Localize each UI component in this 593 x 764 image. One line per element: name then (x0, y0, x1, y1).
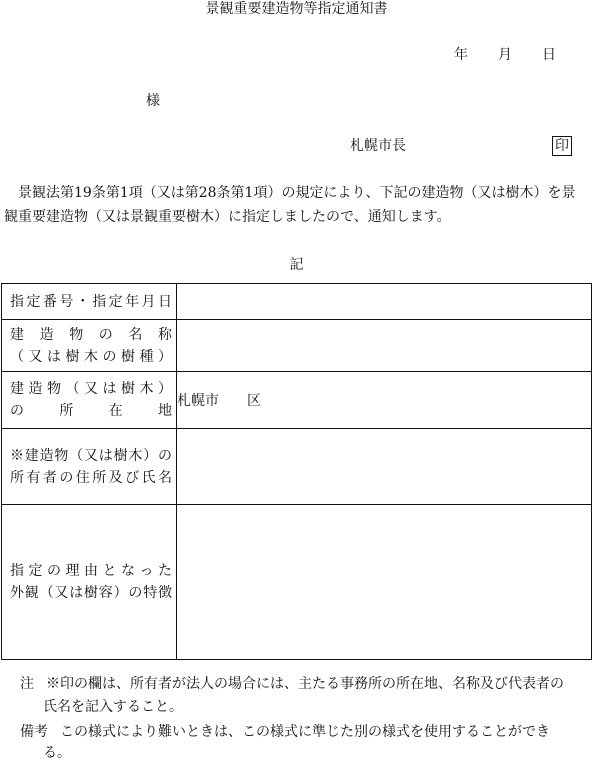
document-title: 景観重要建造物等指定通知書 (205, 1, 388, 17)
row-label-line: 建造物の名称 (10, 326, 172, 343)
row-label-line: 所有者の住所及び氏名 (10, 469, 172, 486)
addressee-suffix: 様 (146, 93, 160, 109)
row-label-line: ※建造物（又は樹木）の (10, 447, 172, 464)
row-label (2, 320, 177, 372)
table-row-location (2, 372, 592, 429)
row-label-line: 指定番号・指定年月日 (10, 293, 172, 310)
issuer-name: 札幌市長 (350, 138, 406, 154)
location-value: 札幌市 区 (177, 372, 592, 429)
row-label-line: の所在地 (10, 403, 172, 419)
notification-body: 景観法第19条第1項（又は第28条第1項）の規定により、下記の建造物（又は樹木）を景観重要建造物（又は景観重要樹木）に指定しましたので、通知します。 (4, 185, 576, 225)
row-label-line: 外観（又は樹容）の特徴 (10, 585, 172, 601)
note-1-continuation: 氏名を記入すること。 (43, 699, 183, 715)
row-value (177, 429, 592, 505)
note-1-text: ※印の欄は、所有者が法人の場合には、主たる事務所の所在地、名称及び代表者の (46, 676, 564, 692)
note-2-text: この様式により難いときは、この様式に準じた別の様式を使用することができ (60, 724, 550, 740)
table-row-designation-number (2, 284, 592, 320)
row-value (177, 320, 592, 372)
row-value (177, 284, 592, 320)
table-row-reason (2, 505, 592, 660)
row-label (2, 505, 177, 660)
note-2-label: 備考 (20, 724, 48, 740)
note-1 (20, 673, 564, 695)
date-year-label: 年 (454, 47, 468, 63)
note-2-continuation: る。 (43, 745, 71, 761)
table-row-building-name (2, 320, 592, 372)
date-month-label: 月 (498, 47, 512, 63)
row-value (177, 505, 592, 660)
seal-stamp-box: 印 (552, 136, 572, 156)
row-label-line: 指定の理由となった (10, 563, 172, 579)
row-label (2, 429, 177, 505)
ki-heading: 記 (289, 257, 304, 273)
row-label (2, 372, 177, 429)
row-label-line: 建造物（又は樹木） (10, 381, 172, 397)
note-1-label: 注 (20, 676, 34, 692)
row-label-line: （又は樹木の樹種） (10, 348, 172, 365)
table-row-owner (2, 429, 592, 505)
note-2 (20, 721, 550, 743)
designation-detail-table (1, 283, 592, 660)
date-day-label: 日 (542, 47, 556, 63)
row-label (2, 284, 177, 320)
